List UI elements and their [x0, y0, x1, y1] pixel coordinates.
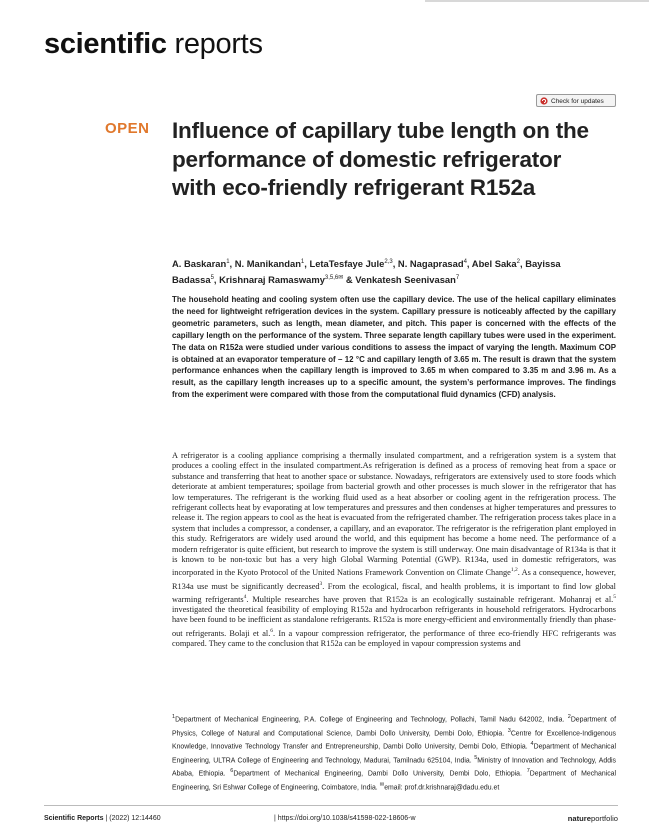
- author-name[interactable]: A. Baskaran: [172, 258, 227, 270]
- page-footer: [44, 815, 618, 829]
- email-link[interactable]: email: prof.dr.krishnaraj@dadu.edu.et: [384, 784, 500, 792]
- abstract: The household heating and cooling system often use the capillary device. The use of the helical capillary eliminates the need for lightweight refrigeration devices in the system. Capillary pressure is noticeably affected by the capillary geometric parameters, such as length, mean diameter, and pitch. This paper is concerned with the effects of the capillary length on the performance of the system. Three separate length capillary tubes were used in the experiment. The data on R152a were studied under various conditions to assess the impact of varying the length. Maximum COP is obtained at an evaporator temperature of – 12 °C and capillary length of 3.65 m. The result is drawn that the system performance enhances when the capillary length is improved to 3.65 m when compared to 3.35 m and 3.96 m. As a result, as the capillary length increases up to a specific amount, the system’s performance improves. The findings from the experiment were compared with those from the computational fluid dynamics (CFD) analysis.: [172, 295, 616, 400]
- publisher-name-bold: nature: [567, 814, 591, 823]
- affil-sup: 6: [230, 768, 234, 775]
- citation-ref[interactable]: 5: [613, 593, 616, 600]
- author-separator: &: [343, 274, 356, 286]
- author-affil-sup: 2,3: [384, 259, 393, 265]
- author-affil-sup: 2: [516, 259, 520, 265]
- body-segment: . From the ecological, fiscal, and health problems, it is important to find low global warming refrigerants: [172, 581, 616, 604]
- author-affil-sup: 5: [210, 275, 214, 282]
- body-segment: investigated the theoretical feasibility of employing R152a and hydrocarbon refrigerants in household refrigerators. Hydrocarbons have been found to be inefficient as standalone refrigerants. R152a is more energy-efficient and environmentally friendly than phase-out refrigerants. Bolaji et al.: [172, 604, 616, 638]
- author-name[interactable]: Krishnaraj Ramaswamy: [219, 274, 325, 286]
- affil-text: Ministry of Innovation and Technology, Addis Ababa, Ethiopia.: [172, 757, 616, 778]
- body-segment: A refrigerator is a cooling appliance comprising a thermally insulated compartment, and a refrigeration system is a system that produces a cooling effect in the insulated compartment.As refrigeration is defined as a process of removing heat from a space or substance and transferring that heat to another space or substance. Nowadays, refrigerators are extensively used to store foods which deteriorate at ambient temperatures; spoilage from bacterial growth and other processes is much slower in the refrigerator that has low temperatures. The refrigerant is the working fluid used as a heat absorber or cooling agent in the refrigeration process. The refrigerant collects heat by evaporating at low temperatures and pressures and then condenses at higher temperatures and pressures to release it. The region appears to cool as the heat is evacuated from the refrigerated chamber. The refrigeration process takes place in a system that includes a compressor, a condenser, a capillary, and an evaporator. The refrigerator is the refrigeration plant employed in this study. Refrigerators are widely used around the world, and this equipment has become a home need. The performance of a modern refrigerator is quite efficient, but research to improve the system is still underway. One main disadvantage of R134a is that it is known to be non-toxic but has a very high Global Warming Potential (GWP). R134a, used in domestic refrigerators, was incorporated in the Kyoto Protocol of the United Nations Framework Convention on Climate Change: [172, 451, 616, 578]
- citation-ref[interactable]: 1,2: [510, 567, 518, 574]
- open-access-label: OPEN: [105, 120, 150, 137]
- affil-sup: 4: [530, 741, 534, 748]
- publisher-name-rest: portfolio: [590, 814, 618, 823]
- footer-separator: |: [103, 815, 110, 822]
- footer-rule: [44, 805, 618, 806]
- author-affil-sup: 7: [455, 275, 460, 282]
- author-separator: ,: [519, 258, 526, 270]
- author-name[interactable]: N. Manikandan: [234, 258, 301, 270]
- body-segment: . As a consequence, however, R134a use must be significantly decreased: [172, 568, 616, 591]
- body-segment: . Multiple researches have proven that R152a is an ecologically sustainable refrigerant. Mohanraj et al.: [246, 594, 614, 604]
- refresh-icon: [540, 97, 548, 105]
- article-title: Influence of capillary tube length on the performance of domestic refrigerator with eco-friendly refrigerant R152a: [172, 118, 589, 200]
- body-text: [172, 451, 616, 649]
- author-separator: ,: [213, 274, 220, 286]
- check-updates-label: Check for updates: [551, 98, 604, 105]
- affil-text: Department of Mechanical Engineering, P.A. College of Engineering and Technology, Pollachi, Tamil Nadu 642002, India.: [175, 716, 568, 724]
- footer-separator: |: [274, 815, 278, 822]
- top-rule: [425, 0, 649, 2]
- author-name[interactable]: Bayissa Badassa: [172, 258, 561, 286]
- affil-sup: ✉: [379, 781, 385, 788]
- affil-text: Centre for Excellence-Indigenous Knowledge, Innovative Technology Transfer and Entrepreneurship, Dambi Dollo University, Dembi Dolo, Ethiopia.: [172, 729, 616, 751]
- publisher-logo[interactable]: [568, 814, 618, 823]
- affil-text: Department of Mechanical Engineering, Dambi Dollo University, Dembi Dolo, Ethiopia.: [233, 770, 527, 778]
- citation-ref[interactable]: 6: [270, 627, 274, 634]
- affil-sup: 1: [172, 714, 176, 720]
- author-separator: ,: [466, 258, 472, 270]
- author-name[interactable]: LetaTesfaye Jule: [309, 258, 385, 270]
- body-segment: . In a vapour compression refrigerator, the performance of three eco-friendly HFC refrigerants was compared. They came to the conclusion that R152a can be employed in vapour compression systems and: [172, 628, 616, 648]
- author-affil-sup: 1: [300, 259, 305, 265]
- journal-masthead[interactable]: [44, 28, 263, 61]
- affil-text: Department of Mechanical Engineering, ULTRA College of Engineering and Technology, Madurai, Tamilnadu 625104, India.: [172, 743, 616, 765]
- author-separator: ,: [304, 258, 310, 270]
- doi-link[interactable]: https://doi.org/10.1038/s41598-022-18606-w: [277, 815, 416, 822]
- check-for-updates-button[interactable]: [536, 94, 616, 107]
- author-affil-sup: 3,5,6✉: [324, 275, 344, 282]
- author-affil-sup: 1: [226, 259, 230, 265]
- author-name[interactable]: N. Nagaprasad: [397, 258, 464, 270]
- author-list: [172, 255, 602, 287]
- affil-sup: 2: [567, 714, 571, 720]
- footer-citation: (2022) 12:14460: [109, 815, 161, 822]
- affil-text: Department of Mechanical Engineering, Sri Eshwar College of Engineering, Coimbatore, India.: [172, 770, 617, 792]
- citation-ref[interactable]: 4: [243, 593, 247, 600]
- affil-sup: 3: [507, 727, 511, 734]
- footer-journal: Scientific Reports: [44, 815, 104, 822]
- affiliations: [172, 712, 616, 794]
- affil-sup: 5: [474, 754, 478, 761]
- affil-sup: 7: [526, 768, 530, 775]
- author-separator: ,: [392, 258, 398, 270]
- author-affil-sup: 4: [463, 259, 467, 265]
- journal-name-rest: reports: [174, 28, 263, 60]
- citation-ref[interactable]: 3: [319, 580, 323, 587]
- journal-name-bold: scientific: [44, 28, 167, 60]
- affil-text: Department of Physics, College of Natural and Computational Science, Dambi Dollo University, Dembi Dolo, Ethiopia.: [172, 716, 616, 737]
- author-name[interactable]: Abel Saka: [471, 258, 517, 270]
- author-name[interactable]: Venkatesh Seenivasan: [355, 274, 456, 286]
- author-separator: ,: [229, 258, 235, 270]
